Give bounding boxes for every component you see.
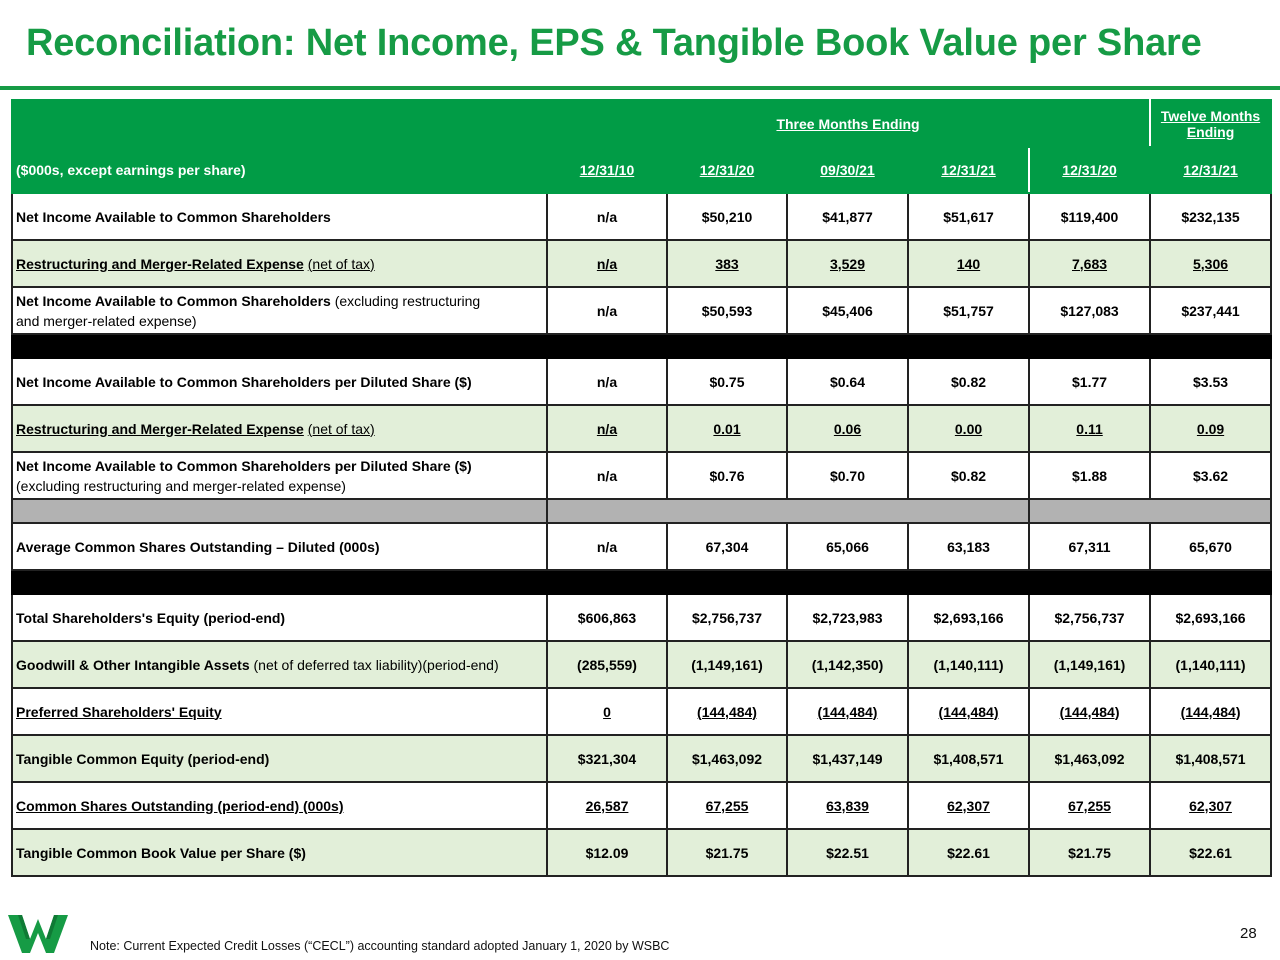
header-group-three-months [667, 100, 1029, 147]
table-cell [1029, 405, 1150, 452]
table-cell-value: 26,587 [585, 797, 629, 814]
period-header [667, 147, 787, 193]
table-cell: $2,723,983 [787, 594, 908, 641]
row-label [12, 735, 547, 782]
table-cell: n/a [547, 523, 667, 570]
table-cell: $1.77 [1029, 358, 1150, 405]
row-label-note: (net of tax) [307, 420, 375, 437]
table-cell: (1,140,111) [908, 641, 1029, 688]
table-cell: (1,142,350) [787, 641, 908, 688]
table-cell-value: n/a [596, 420, 618, 437]
table-cell [1029, 240, 1150, 287]
table-cell: $0.70 [787, 452, 908, 499]
table-cell: $12.09 [547, 829, 667, 876]
row-label-text: Total Shareholders's Equity (period-end) [16, 609, 286, 626]
row-label-note: (net of tax) [307, 255, 375, 272]
table-cell: 67,311 [1029, 523, 1150, 570]
table-cell: (1,149,161) [1029, 641, 1150, 688]
header-group-three-months-label: Three Months Ending [776, 115, 920, 132]
row-label-text: Net Income Available to Common Shareholders per Diluted Share ($) [16, 457, 472, 474]
table-cell [787, 688, 908, 735]
table-cell: $232,135 [1150, 193, 1271, 240]
period-header-label: 12/31/21 [1183, 162, 1238, 178]
row-label-text: Net Income Available to Common Shareholders [16, 208, 331, 225]
table-cell: $22.61 [908, 829, 1029, 876]
wesbanco-w-logo-icon [6, 905, 72, 957]
row-label [12, 240, 547, 287]
table-row-total-equity [12, 594, 1271, 641]
table-cell [667, 240, 787, 287]
row-label-text: Tangible Common Book Value per Share ($) [16, 844, 306, 861]
row-label [12, 287, 547, 334]
period-header-label: 12/31/10 [579, 162, 635, 178]
header-row-periods [12, 147, 1271, 193]
spacer-row-grey [12, 499, 1271, 523]
table-cell: $119,400 [1029, 193, 1150, 240]
period-header-label: 12/31/20 [1062, 162, 1117, 178]
table-cell [667, 688, 787, 735]
table-cell: n/a [547, 287, 667, 334]
table-cell [908, 688, 1029, 735]
row-label-text: Common Shares Outstanding (period-end) (000s) [16, 797, 344, 814]
table-cell: $1,463,092 [1029, 735, 1150, 782]
table-cell: $1,408,571 [908, 735, 1029, 782]
table-row-eps-excluding [12, 452, 1271, 499]
table-cell: $0.75 [667, 358, 787, 405]
page-title: Reconciliation: Net Income, EPS & Tangible Book Value per Share [26, 22, 1202, 64]
table-cell-value: 383 [715, 255, 739, 272]
table-cell-value: 140 [956, 255, 981, 272]
table-cell: $1,437,149 [787, 735, 908, 782]
spacer-cell [12, 499, 547, 523]
period-header [1029, 147, 1150, 193]
table-cell: $2,693,166 [1150, 594, 1271, 641]
header-row-groups [12, 100, 1271, 147]
row-label [12, 358, 547, 405]
table-cell-value: 67,255 [1068, 797, 1111, 814]
header-units-label: ($000s, except earnings per share) [12, 147, 547, 193]
table-cell: $22.61 [1150, 829, 1271, 876]
row-label [12, 405, 547, 452]
spacer-cell [12, 334, 1271, 358]
table-cell [547, 405, 667, 452]
table-row-eps [12, 358, 1271, 405]
row-label [12, 688, 547, 735]
header-blank-cell [547, 100, 667, 147]
page-number: 28 [1240, 925, 1257, 942]
row-label [12, 782, 547, 829]
table-cell-value: 3,529 [829, 255, 866, 272]
row-label-text: Preferred Shareholders' Equity [16, 703, 222, 720]
table-cell [667, 405, 787, 452]
table-cell: 65,066 [787, 523, 908, 570]
table-cell: n/a [547, 358, 667, 405]
header-group-twelve-months [1150, 100, 1271, 147]
row-label-text: Restructuring and Merger-Related Expense [16, 420, 304, 437]
table-cell: $127,083 [1029, 287, 1150, 334]
table-cell [1150, 782, 1271, 829]
row-label-text: Goodwill & Other Intangible Assets [16, 656, 250, 673]
table-cell-value: 62,307 [947, 797, 990, 814]
table-cell: $2,693,166 [908, 594, 1029, 641]
row-label [12, 193, 547, 240]
table-row-goodwill [12, 641, 1271, 688]
table-row-book-value-per-share [12, 829, 1271, 876]
row-label-text: Net Income Available to Common Shareholders per Diluted Share ($) [16, 373, 472, 390]
table-cell: n/a [547, 452, 667, 499]
table-cell [1150, 240, 1271, 287]
table-cell [1029, 782, 1150, 829]
header-group-twelve-months-label: Twelve Months Ending [1160, 107, 1261, 140]
table-cell: (1,140,111) [1150, 641, 1271, 688]
row-label [12, 452, 547, 499]
table-cell [1150, 688, 1271, 735]
table-row-restructuring-expense [12, 240, 1271, 287]
table-cell-value: 63,839 [826, 797, 869, 814]
period-header-label: 12/31/21 [941, 162, 996, 178]
row-label-note: (excluding restructuring [334, 292, 481, 309]
period-header [547, 147, 667, 193]
table-cell: (285,559) [547, 641, 667, 688]
table-cell: 67,304 [667, 523, 787, 570]
table-cell-value: 0.06 [833, 420, 862, 437]
table-cell [547, 782, 667, 829]
table-cell: $0.82 [908, 452, 1029, 499]
spacer-cell [12, 570, 1271, 594]
table-cell-value: 67,255 [705, 797, 749, 814]
period-header [1150, 147, 1271, 193]
table-cell: $50,593 [667, 287, 787, 334]
period-header [908, 147, 1029, 193]
table-cell-value: (144,484) [817, 703, 878, 720]
table-cell [667, 782, 787, 829]
row-label [12, 641, 547, 688]
row-label [12, 523, 547, 570]
table-cell: $45,406 [787, 287, 908, 334]
row-label-text: Net Income Available to Common Shareholders [16, 292, 331, 309]
header-blank-cell [1029, 100, 1150, 147]
table-row-tangible-equity [12, 735, 1271, 782]
table-cell [787, 240, 908, 287]
table-cell-value: 0.09 [1196, 420, 1225, 437]
header-blank-cell [12, 100, 547, 147]
table-cell-value: (144,484) [1059, 703, 1120, 720]
table-cell: $50,210 [667, 193, 787, 240]
table-row-net-income-excluding [12, 287, 1271, 334]
table-row-eps-restructuring [12, 405, 1271, 452]
table-cell [787, 782, 908, 829]
table-cell [908, 405, 1029, 452]
table-cell: $321,304 [547, 735, 667, 782]
table-cell-value: 0.00 [954, 420, 983, 437]
table-cell: $1,463,092 [667, 735, 787, 782]
row-label [12, 594, 547, 641]
spacer-cell [1029, 499, 1271, 523]
table-cell: $1.88 [1029, 452, 1150, 499]
row-label [12, 829, 547, 876]
table-row-preferred-equity [12, 688, 1271, 735]
table-cell-value: 0.01 [713, 420, 741, 437]
spacer-row-black [12, 570, 1271, 594]
table-cell-value: 7,683 [1072, 255, 1108, 272]
table-cell: $21.75 [1029, 829, 1150, 876]
table-row-net-income [12, 193, 1271, 240]
table-cell [908, 240, 1029, 287]
table-cell: $1,408,571 [1150, 735, 1271, 782]
table-cell-value: 62,307 [1189, 797, 1232, 814]
table-cell [908, 782, 1029, 829]
period-header-label: 09/30/21 [820, 162, 875, 178]
title-divider [0, 86, 1280, 90]
table-cell-value: n/a [596, 255, 618, 272]
table-cell-value: (144,484) [1180, 703, 1241, 720]
row-label-text: Tangible Common Equity (period-end) [16, 750, 270, 767]
table-cell [1029, 688, 1150, 735]
table-cell: 63,183 [908, 523, 1029, 570]
table-cell-value: 0.11 [1076, 420, 1103, 437]
row-label-note: (net of deferred tax liability)(period-end) [253, 656, 499, 673]
table-cell: $51,757 [908, 287, 1029, 334]
reconciliation-table [11, 99, 1272, 877]
table-cell [547, 688, 667, 735]
row-label-note-line2: (excluding restructuring and merger-related expense) [16, 477, 346, 494]
table-cell: (1,149,161) [667, 641, 787, 688]
table-cell: $22.51 [787, 829, 908, 876]
table-cell: $606,863 [547, 594, 667, 641]
table-row-avg-shares [12, 523, 1271, 570]
table-cell-value: 5,306 [1193, 255, 1229, 272]
table-cell [1150, 405, 1271, 452]
table-row-shares-outstanding [12, 782, 1271, 829]
table-cell: $41,877 [787, 193, 908, 240]
period-header-label: 12/31/20 [699, 162, 755, 178]
table-cell-value: (144,484) [697, 703, 757, 720]
table-cell: 65,670 [1150, 523, 1271, 570]
row-label-text: Average Common Shares Outstanding – Diluted (000s) [16, 538, 380, 555]
table-cell-value: 0 [603, 703, 611, 720]
table-cell: $237,441 [1150, 287, 1271, 334]
row-label-text: Restructuring and Merger-Related Expense [16, 255, 304, 272]
period-header [787, 147, 908, 193]
table-cell [787, 405, 908, 452]
table-cell: $2,756,737 [1029, 594, 1150, 641]
spacer-row-black [12, 334, 1271, 358]
table-cell: $2,756,737 [667, 594, 787, 641]
table-cell [547, 240, 667, 287]
spacer-cell [547, 499, 1029, 523]
table-cell-value: (144,484) [938, 703, 999, 720]
table-cell: $3.62 [1150, 452, 1271, 499]
table-cell: $3.53 [1150, 358, 1271, 405]
table-cell: $0.64 [787, 358, 908, 405]
table-cell: $21.75 [667, 829, 787, 876]
row-label-note-line2: and merger-related expense) [16, 312, 197, 329]
table-cell: $0.82 [908, 358, 1029, 405]
table-cell: $51,617 [908, 193, 1029, 240]
footnote: Note: Current Expected Credit Losses (“CECL”) accounting standard adopted January 1, 2020 by WSBC [90, 939, 670, 953]
table-cell: $0.76 [667, 452, 787, 499]
table-cell: n/a [547, 193, 667, 240]
